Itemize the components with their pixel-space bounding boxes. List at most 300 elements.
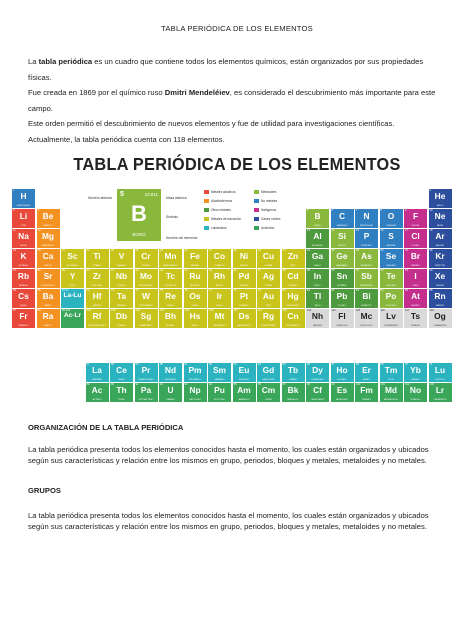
element-tile-at — [404, 289, 427, 308]
element-tile-w — [135, 289, 158, 308]
element-name: FÓSFORO — [361, 245, 372, 248]
element-name: XENÓN — [436, 285, 444, 288]
element-symbol: Mn — [164, 251, 177, 261]
element-number: 110 — [233, 309, 238, 312]
element-number: 70 — [405, 363, 408, 366]
element-number: 115 — [356, 309, 361, 312]
legend-label: Metales de transición — [211, 217, 242, 221]
element-number: 26 — [184, 249, 188, 252]
intro-line-4: Actualmente, la tabla periódica cuenta con 118 elementos. — [28, 134, 225, 144]
legend-swatch — [254, 226, 259, 230]
element-name: TULIO — [387, 379, 395, 382]
element-number: 43 — [160, 269, 163, 272]
element-tile-la — [86, 363, 109, 382]
element-name: PROTACTINIO — [138, 399, 154, 402]
element-number: 80 — [282, 289, 286, 292]
element-name: ARSÉNICO — [360, 265, 373, 268]
element-name: RODIO — [215, 285, 224, 288]
element-number: 39 — [62, 269, 65, 272]
element-tile-sm — [208, 363, 231, 382]
element-symbol: Cl — [411, 231, 420, 241]
element-name: IRIDIO — [216, 305, 223, 308]
element-symbol: Br — [410, 251, 421, 261]
element-symbol: Zr — [92, 271, 102, 281]
element-symbol: Sc — [67, 251, 78, 261]
element-tile-pd — [233, 269, 256, 288]
element-number: 30 — [282, 249, 286, 252]
element-number: 36 — [429, 249, 433, 252]
element-symbol: Sr — [43, 271, 53, 281]
element-tile-be — [37, 209, 60, 228]
element-tile-v — [110, 249, 133, 268]
element-name: FLÚOR — [411, 225, 420, 228]
element-symbol: Tb — [287, 365, 299, 375]
element-name: CIRCONIO — [91, 285, 103, 288]
element-name: FRANCIO — [18, 325, 29, 328]
element-number: 40 — [86, 269, 90, 272]
element-name: NITRÓGENO — [359, 225, 374, 228]
element-name: HASIO — [191, 325, 199, 328]
element-name: MOLIBDENO — [139, 285, 153, 288]
element-tile-cm — [257, 383, 280, 402]
section-organizacion-text: La tabla periódica presenta todos los elementos conocidos hasta el momento, los cuales están organizados y ubicados según sus características y relación entre los mismos en grupo, periodos, bloques y metales, metaloides y no metales. — [28, 445, 429, 465]
element-tile-ho — [331, 363, 354, 382]
element-name: HELIO — [436, 205, 444, 208]
element-name: NÍQUEL — [239, 265, 249, 268]
element-tile-lu — [429, 363, 452, 382]
element-symbol: V — [118, 251, 125, 261]
element-number: 58 — [111, 363, 114, 366]
element-number: 27 — [209, 249, 212, 252]
element-name: OSMIO — [191, 305, 199, 308]
element-number: 75 — [160, 289, 163, 292]
section-grupos-text: La tabla periódica presenta todos los elementos conocidos hasta el momento, los cuales están organizados y ubicados según sus características y relación entre los mismos en grupo, periodos, bloques y metales, metaloides y no metales. — [28, 511, 429, 531]
element-number: 60 — [160, 363, 163, 366]
element-tile-ce — [110, 363, 133, 382]
element-tile-p — [355, 229, 378, 248]
element-number: 106 — [135, 309, 140, 312]
element-tile-cs — [12, 289, 35, 308]
element-symbol: Og — [434, 311, 446, 321]
element-name: ASTATO — [411, 305, 420, 308]
element-tile-dy — [306, 363, 329, 382]
element-tile-cn — [282, 309, 305, 328]
element-name: LANTANO — [91, 379, 103, 382]
element-symbol: F — [412, 211, 419, 221]
element-number: 14 — [331, 229, 335, 232]
element-tile-og — [429, 309, 452, 328]
legend-label: Metales alcalinos — [211, 190, 236, 194]
element-name: SELENIO — [386, 265, 396, 268]
element-number: 117 — [405, 309, 410, 312]
element-number: 21 — [62, 249, 65, 252]
element-symbol: Te — [386, 271, 396, 281]
element-symbol: Pd — [238, 271, 250, 281]
element-number: 112 — [282, 309, 287, 312]
element-symbol: Ra — [42, 311, 54, 321]
element-symbol: Fm — [360, 385, 373, 395]
element-name: CALIFORNIO — [310, 399, 325, 402]
element-symbol: Pm — [188, 365, 202, 375]
element-symbol: Pt — [239, 291, 249, 301]
element-symbol: Ce — [116, 365, 127, 375]
element-symbol: Cd — [287, 271, 299, 281]
element-name: BORO — [314, 225, 321, 228]
element-symbol: At — [411, 291, 420, 301]
element-tile-tb — [282, 363, 305, 382]
element-number: 67 — [331, 363, 335, 366]
element-symbol: Yb — [410, 365, 421, 375]
element-tile-mc — [355, 309, 378, 328]
label-atomic-mass: Masa atómica — [166, 196, 187, 200]
element-symbol: B — [314, 211, 321, 221]
element-number: 71 — [429, 363, 433, 366]
element-name: ITRIO — [69, 285, 76, 288]
element-name: DISPROSIO — [311, 379, 324, 382]
element-symbol: Tm — [384, 365, 398, 375]
boron-number: 5 — [120, 191, 124, 198]
element-tile-ba — [37, 289, 60, 308]
document-title: TABLA PERIÓDICA DE LOS ELEMENTOS — [161, 24, 313, 33]
element-name: AMERICIO — [238, 399, 250, 402]
element-name: EINSTENIO — [336, 399, 348, 402]
element-number: 52 — [380, 269, 384, 272]
element-tile-am — [233, 383, 256, 402]
element-symbol: Ga — [311, 251, 324, 261]
element-tile-mo — [135, 269, 158, 288]
element-symbol: Mc — [360, 311, 373, 321]
element-symbol: As — [361, 251, 372, 261]
element-name: INDIO — [314, 285, 321, 288]
element-tile-nh — [306, 309, 329, 328]
element-tile-cl — [404, 229, 427, 248]
element-name: PLATA — [265, 285, 272, 288]
element-name: SAMARIO — [214, 379, 225, 382]
element-tile-bi — [355, 289, 378, 308]
element-tile-lv — [380, 309, 403, 328]
element-name: POLONIO — [386, 305, 396, 308]
element-number: 62 — [209, 363, 212, 366]
element-name: ESTAÑO — [337, 285, 347, 288]
element-symbol: Ne — [434, 211, 446, 221]
element-number: 8 — [380, 209, 382, 212]
element-number: 89 — [86, 383, 90, 386]
element-symbol: Tl — [313, 291, 322, 301]
element-number: 34 — [380, 249, 384, 252]
element-symbol: Hs — [189, 311, 201, 321]
element-symbol: Ac — [91, 385, 103, 395]
element-symbol: Fr — [19, 311, 28, 321]
element-number: 86 — [429, 289, 433, 292]
element-name: OXÍGENO — [385, 225, 397, 228]
element-name: DARMSTATIO — [236, 325, 251, 328]
element-number: 63 — [233, 363, 237, 366]
element-tile-hs — [184, 309, 207, 328]
element-tile-mt — [208, 309, 231, 328]
element-tile-cr — [135, 249, 158, 268]
element-tile-b — [306, 209, 329, 228]
element-tile-rb — [12, 269, 35, 288]
element-symbol: Rf — [92, 311, 102, 321]
element-name: LIVERMORIO — [384, 325, 398, 328]
element-tile-pa — [135, 383, 158, 402]
element-symbol: I — [414, 271, 417, 281]
legend-label: Lantánidos — [211, 226, 227, 230]
element-symbol: In — [313, 271, 322, 281]
element-tile-rn — [429, 289, 452, 308]
intro-line-2: Fue creada en 1869 por el químico ruso Dmitri Mendeléiev, es considerado el descubrimiento más importante para este campo. — [28, 88, 436, 113]
element-name: ZINC — [290, 265, 296, 268]
element-name: GALIO — [314, 265, 321, 268]
element-symbol: Np — [189, 385, 201, 395]
intro-paragraphs — [28, 54, 448, 147]
element-number: 92 — [160, 383, 163, 386]
legend-swatch — [204, 226, 209, 230]
element-name: MANGANESO — [163, 265, 178, 268]
element-symbol: Mt — [214, 311, 225, 321]
element-name: MENDELEVIO — [383, 399, 399, 402]
element-tile-fr — [12, 309, 35, 328]
element-tile-pm — [184, 363, 207, 382]
element-tile-zn — [282, 249, 305, 268]
element-name: HIERRO — [190, 265, 200, 268]
element-number: 24 — [135, 249, 139, 252]
element-symbol: Be — [42, 211, 54, 221]
element-name: ACTINIO — [92, 399, 102, 402]
element-number: 108 — [184, 309, 189, 312]
element-name: NEODIMIO — [164, 379, 177, 382]
boron-key-tile — [117, 189, 161, 241]
element-tile-pb — [331, 289, 354, 308]
element-tile-mn — [159, 249, 182, 268]
element-tile-yb — [404, 363, 427, 382]
element-name: MEITNERIO — [213, 325, 226, 328]
element-tile-u — [159, 383, 182, 402]
legend-label: No metales — [261, 199, 278, 203]
element-symbol: Na — [18, 231, 29, 241]
element-tile-no — [404, 383, 427, 402]
element-tile-ca — [37, 249, 60, 268]
element-tile-ac — [86, 383, 109, 402]
element-name: OGANESÓN — [433, 325, 447, 328]
element-name: PROMETIO — [189, 379, 201, 382]
element-number: 7 — [356, 209, 358, 212]
element-symbol: Nd — [164, 365, 177, 375]
element-number: 109 — [209, 309, 214, 312]
element-number: 99 — [331, 383, 335, 386]
element-symbol: Ge — [336, 251, 348, 261]
element-symbol: No — [409, 385, 422, 395]
element-name: NIOBIO — [117, 285, 126, 288]
element-symbol: Cn — [287, 311, 299, 321]
element-number: 29 — [258, 249, 261, 252]
element-name: ALUMINIO — [312, 245, 323, 248]
element-symbol: He — [434, 191, 446, 201]
element-symbol: Dy — [312, 365, 323, 375]
element-name: CESIO — [20, 305, 27, 308]
element-name: RUBIDIO — [18, 285, 29, 288]
element-name: RADIO — [44, 325, 52, 328]
element-name: CARBONO — [336, 225, 348, 228]
element-number: 90 — [111, 383, 114, 386]
element-name: COBRE — [264, 265, 273, 268]
element-number: 42 — [135, 269, 139, 272]
element-symbol: S — [388, 231, 394, 241]
element-number: 104 — [86, 309, 91, 312]
element-name: GERMANIO — [336, 265, 348, 268]
element-tile-te — [380, 269, 403, 288]
boron-symbol: B — [131, 201, 147, 226]
element-tile-s — [380, 229, 403, 248]
element-name: ROENTGENIO — [261, 325, 276, 328]
element-symbol: Lr — [435, 385, 445, 395]
element-name: RENIO — [167, 305, 174, 308]
element-symbol: Fe — [190, 251, 200, 261]
element-tile-tc — [159, 269, 182, 288]
element-name: SILICIO — [338, 245, 346, 248]
element-symbol: H — [20, 191, 27, 201]
element-name: BERKELIO — [287, 399, 299, 402]
element-symbol: Po — [385, 291, 397, 301]
element-symbol: Y — [69, 271, 76, 281]
element-name: NEÓN — [436, 225, 444, 228]
element-number: 2 — [429, 189, 431, 192]
element-symbol: Xe — [434, 271, 446, 281]
element-number: 53 — [405, 269, 408, 272]
element-tile-rg — [257, 309, 280, 328]
element-tile-hf — [86, 289, 109, 308]
element-tile-sn — [331, 269, 354, 288]
element-tile-he — [429, 189, 452, 208]
element-symbol: Mg — [41, 231, 55, 241]
element-name: ANTIMONIO — [360, 285, 373, 288]
legend-label: Halógenos — [261, 208, 277, 212]
element-number: 87 — [13, 309, 16, 312]
legend-swatch — [254, 217, 259, 221]
element-symbol: N — [363, 211, 370, 221]
element-symbol: Se — [385, 251, 397, 261]
element-name: ERBIO — [363, 379, 370, 382]
element-tile-ag — [257, 269, 280, 288]
element-number: 69 — [380, 363, 384, 366]
legend-swatch — [204, 217, 209, 221]
element-symbol: Ni — [239, 251, 249, 261]
element-tile-es — [331, 383, 354, 402]
legend-swatch — [204, 199, 209, 203]
element-symbol: C — [338, 211, 346, 221]
element-symbol: Sg — [140, 311, 152, 321]
element-tile-ga — [306, 249, 329, 268]
element-tile-ds — [233, 309, 256, 328]
element-number: 55 — [13, 289, 16, 292]
legend-swatch — [204, 190, 209, 194]
element-symbol: Rn — [434, 291, 446, 301]
element-tile-zr — [86, 269, 109, 288]
element-symbol: O — [387, 211, 395, 221]
element-number: 101 — [380, 383, 385, 386]
element-tile-ta — [110, 289, 133, 308]
element-symbol: Hf — [92, 291, 102, 301]
element-symbol: Sn — [336, 271, 348, 281]
element-name: KRIPTÓN — [435, 265, 445, 268]
element-symbol: Bi — [362, 291, 371, 301]
element-symbol: Pr — [141, 365, 151, 375]
element-tile-li — [12, 209, 35, 228]
element-name: RUTENIO — [190, 285, 200, 288]
element-name: GADOLINIO — [262, 379, 275, 382]
element-number: 5 — [307, 209, 309, 212]
element-number: 45 — [209, 269, 212, 272]
element-symbol: Hg — [287, 291, 299, 301]
element-symbol: Bh — [164, 311, 177, 321]
element-symbol: Er — [362, 365, 371, 375]
element-tile-ac-lr — [61, 309, 84, 328]
element-number: 25 — [160, 249, 163, 252]
element-tile-f — [404, 209, 427, 228]
element-symbol: Bk — [287, 385, 299, 395]
legend-swatch — [254, 208, 259, 212]
element-number: 103 — [429, 383, 434, 386]
element-tile-i — [404, 269, 427, 288]
element-number: 57 — [86, 363, 90, 366]
element-name: RUTHERFORDIO — [88, 325, 106, 328]
element-number: 16 — [380, 229, 384, 232]
element-tile-bh — [159, 309, 182, 328]
element-number: 102 — [405, 383, 410, 386]
element-symbol: Cm — [261, 385, 276, 395]
element-symbol: Al — [313, 231, 322, 241]
element-symbol: W — [142, 291, 150, 301]
element-number: 97 — [282, 383, 286, 386]
element-number: 17 — [405, 229, 408, 232]
element-tile-cd — [282, 269, 305, 288]
element-symbol: Li — [19, 211, 28, 221]
element-name: POTASIO — [18, 265, 29, 268]
element-number: 107 — [160, 309, 165, 312]
element-symbol: Ar — [435, 231, 445, 241]
legend-label: Alcalinotérreos — [211, 199, 233, 203]
element-tile-la-lu — [61, 289, 84, 308]
element-symbol: Ir — [216, 291, 223, 301]
element-tile-re — [159, 289, 182, 308]
element-name: YODO — [412, 285, 419, 288]
element-tile-xe — [429, 269, 452, 288]
element-number: 61 — [184, 363, 188, 366]
element-symbol: Eu — [238, 365, 250, 375]
element-tile-pu — [208, 383, 231, 402]
element-tile-ge — [331, 249, 354, 268]
legend-swatch — [204, 208, 209, 212]
element-symbol: Pu — [214, 385, 225, 395]
element-symbol: Rh — [213, 271, 226, 281]
element-name: CROMO — [141, 265, 151, 268]
element-symbol: Pb — [336, 291, 348, 301]
element-name: VANADIO — [116, 265, 127, 268]
element-symbol: Md — [384, 385, 398, 395]
element-tile-rf — [86, 309, 109, 328]
element-number: 33 — [356, 249, 359, 252]
element-number: 11 — [13, 229, 16, 232]
element-tile-eu — [233, 363, 256, 382]
element-number: 19 — [13, 249, 16, 252]
element-number: 57-71 — [62, 289, 69, 292]
label-symbol: Símbolo — [166, 215, 179, 219]
element-tile-db — [110, 309, 133, 328]
element-name: TECNECIO — [164, 285, 177, 288]
element-symbol: Zn — [287, 251, 299, 261]
element-name: TENESO — [411, 325, 420, 328]
element-symbol: Pa — [140, 385, 152, 395]
